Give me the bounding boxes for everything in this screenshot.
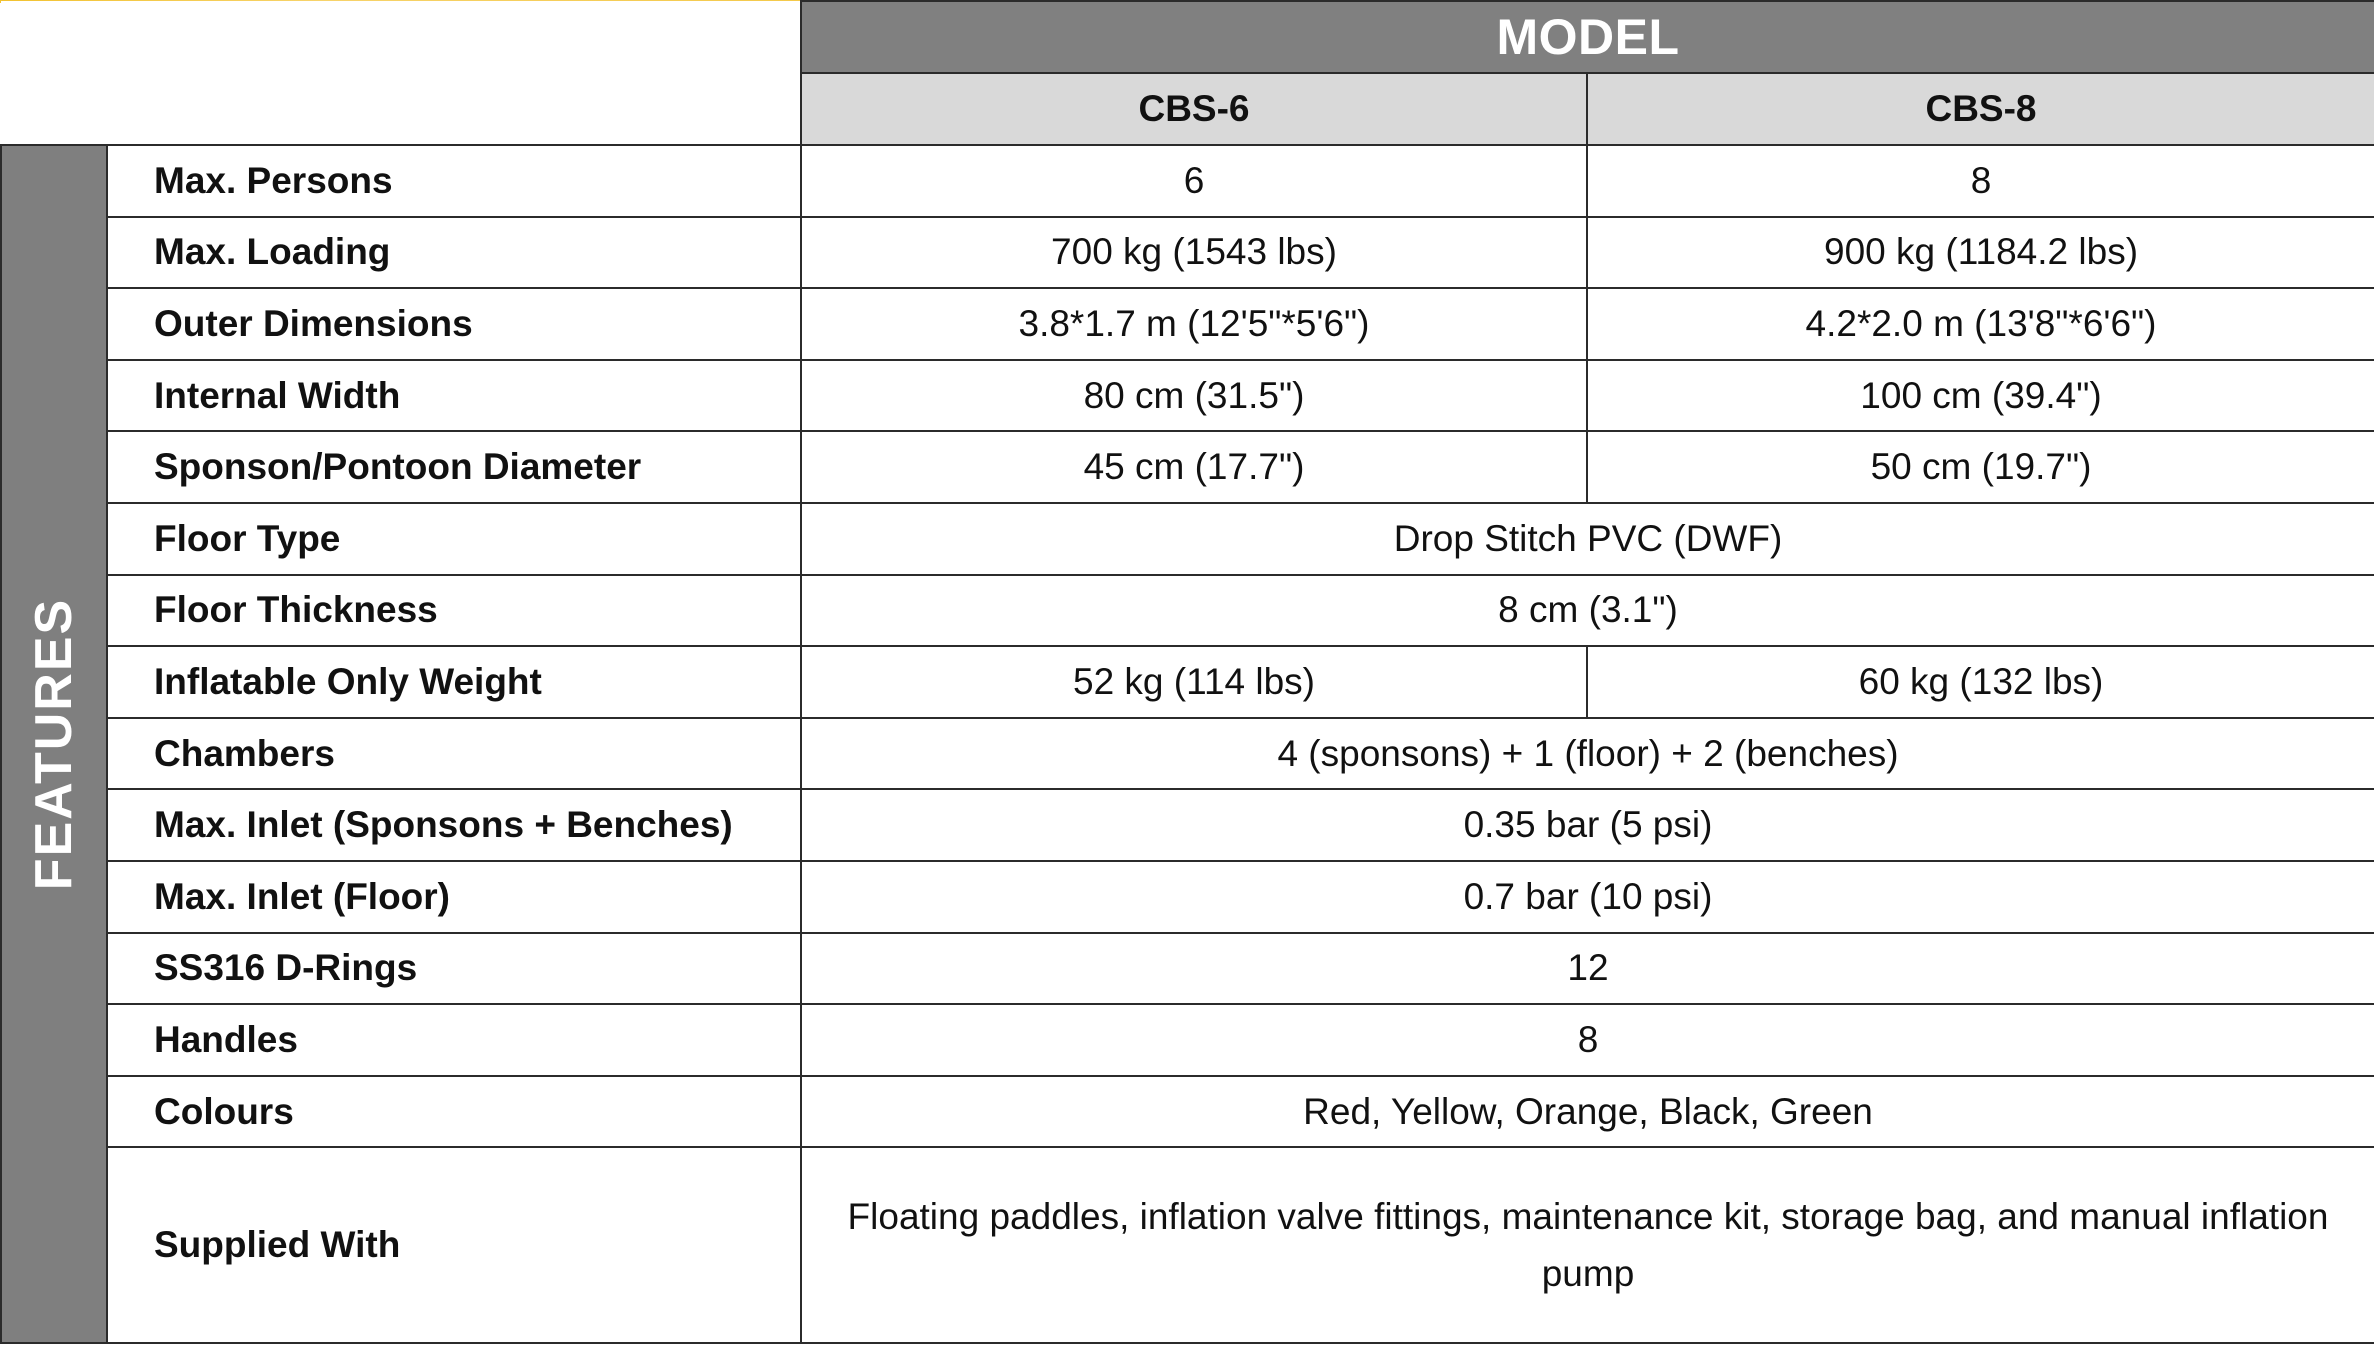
model-header: MODEL — [801, 1, 2374, 73]
feature-name: Internal Width — [107, 360, 801, 432]
cbs6-value: 52 kg (114 lbs) — [801, 646, 1587, 718]
feature-name: Outer Dimensions — [107, 288, 801, 360]
feature-name: SS316 D-Rings — [107, 933, 801, 1005]
shared-value: Red, Yellow, Orange, Black, Green — [801, 1076, 2374, 1148]
table-row — [1, 288, 2374, 360]
feature-name: Sponson/Pontoon Diameter — [107, 431, 801, 503]
table-row — [1, 933, 2374, 1005]
cbs6-value: 700 kg (1543 lbs) — [801, 217, 1587, 289]
feature-name: Max. Inlet (Sponsons + Benches) — [107, 789, 801, 861]
table-row — [1, 360, 2374, 432]
table-row — [1, 1076, 2374, 1148]
cbs6-value: 3.8*1.7 m (12'5"*5'6") — [801, 288, 1587, 360]
cbs8-value: 60 kg (132 lbs) — [1587, 646, 2374, 718]
table-row — [1, 1147, 2374, 1343]
feature-name: Floor Type — [107, 503, 801, 575]
shared-value: 0.7 bar (10 psi) — [801, 861, 2374, 933]
feature-name: Max. Persons — [107, 145, 801, 217]
shared-value: 8 — [801, 1004, 2374, 1076]
cbs8-value: 50 cm (19.7") — [1587, 431, 2374, 503]
cbs8-value: 8 — [1587, 145, 2374, 217]
cbs8-value: 900 kg (1184.2 lbs) — [1587, 217, 2374, 289]
shared-value: Floating paddles, inflation valve fittings, maintenance kit, storage bag, and manual inflation pump — [801, 1147, 2374, 1343]
table-row — [1, 1004, 2374, 1076]
cbs6-value: 80 cm (31.5") — [801, 360, 1587, 432]
features-side-label-cell — [1, 145, 107, 1343]
cbs6-value: 6 — [801, 145, 1587, 217]
shared-value: 8 cm (3.1") — [801, 575, 2374, 647]
table-row — [1, 145, 2374, 217]
feature-name: Chambers — [107, 718, 801, 790]
feature-name: Inflatable Only Weight — [107, 646, 801, 718]
shared-value: 12 — [801, 933, 2374, 1005]
shared-value: Drop Stitch PVC (DWF) — [801, 503, 2374, 575]
feature-name: Floor Thickness — [107, 575, 801, 647]
feature-name: Supplied With — [107, 1147, 801, 1343]
feature-name: Max. Inlet (Floor) — [107, 861, 801, 933]
table-row — [1, 861, 2374, 933]
model-header-row — [1, 1, 2374, 73]
model-cbs6-header: CBS-6 — [801, 73, 1587, 145]
shared-value: 0.35 bar (5 psi) — [801, 789, 2374, 861]
features-side-label: FEATURES — [25, 597, 83, 891]
feature-name: Colours — [107, 1076, 801, 1148]
model-cbs8-header: CBS-8 — [1587, 73, 2374, 145]
cbs8-value: 4.2*2.0 m (13'8"*6'6") — [1587, 288, 2374, 360]
cbs8-value: 100 cm (39.4") — [1587, 360, 2374, 432]
table-row — [1, 789, 2374, 861]
corner-blank — [1, 1, 801, 145]
table-row — [1, 718, 2374, 790]
cbs6-value: 45 cm (17.7") — [801, 431, 1587, 503]
table-row — [1, 431, 2374, 503]
table-row — [1, 217, 2374, 289]
table-row — [1, 575, 2374, 647]
table-row — [1, 503, 2374, 575]
shared-value: 4 (sponsons) + 1 (floor) + 2 (benches) — [801, 718, 2374, 790]
table-row — [1, 646, 2374, 718]
feature-name: Handles — [107, 1004, 801, 1076]
feature-name: Max. Loading — [107, 217, 801, 289]
